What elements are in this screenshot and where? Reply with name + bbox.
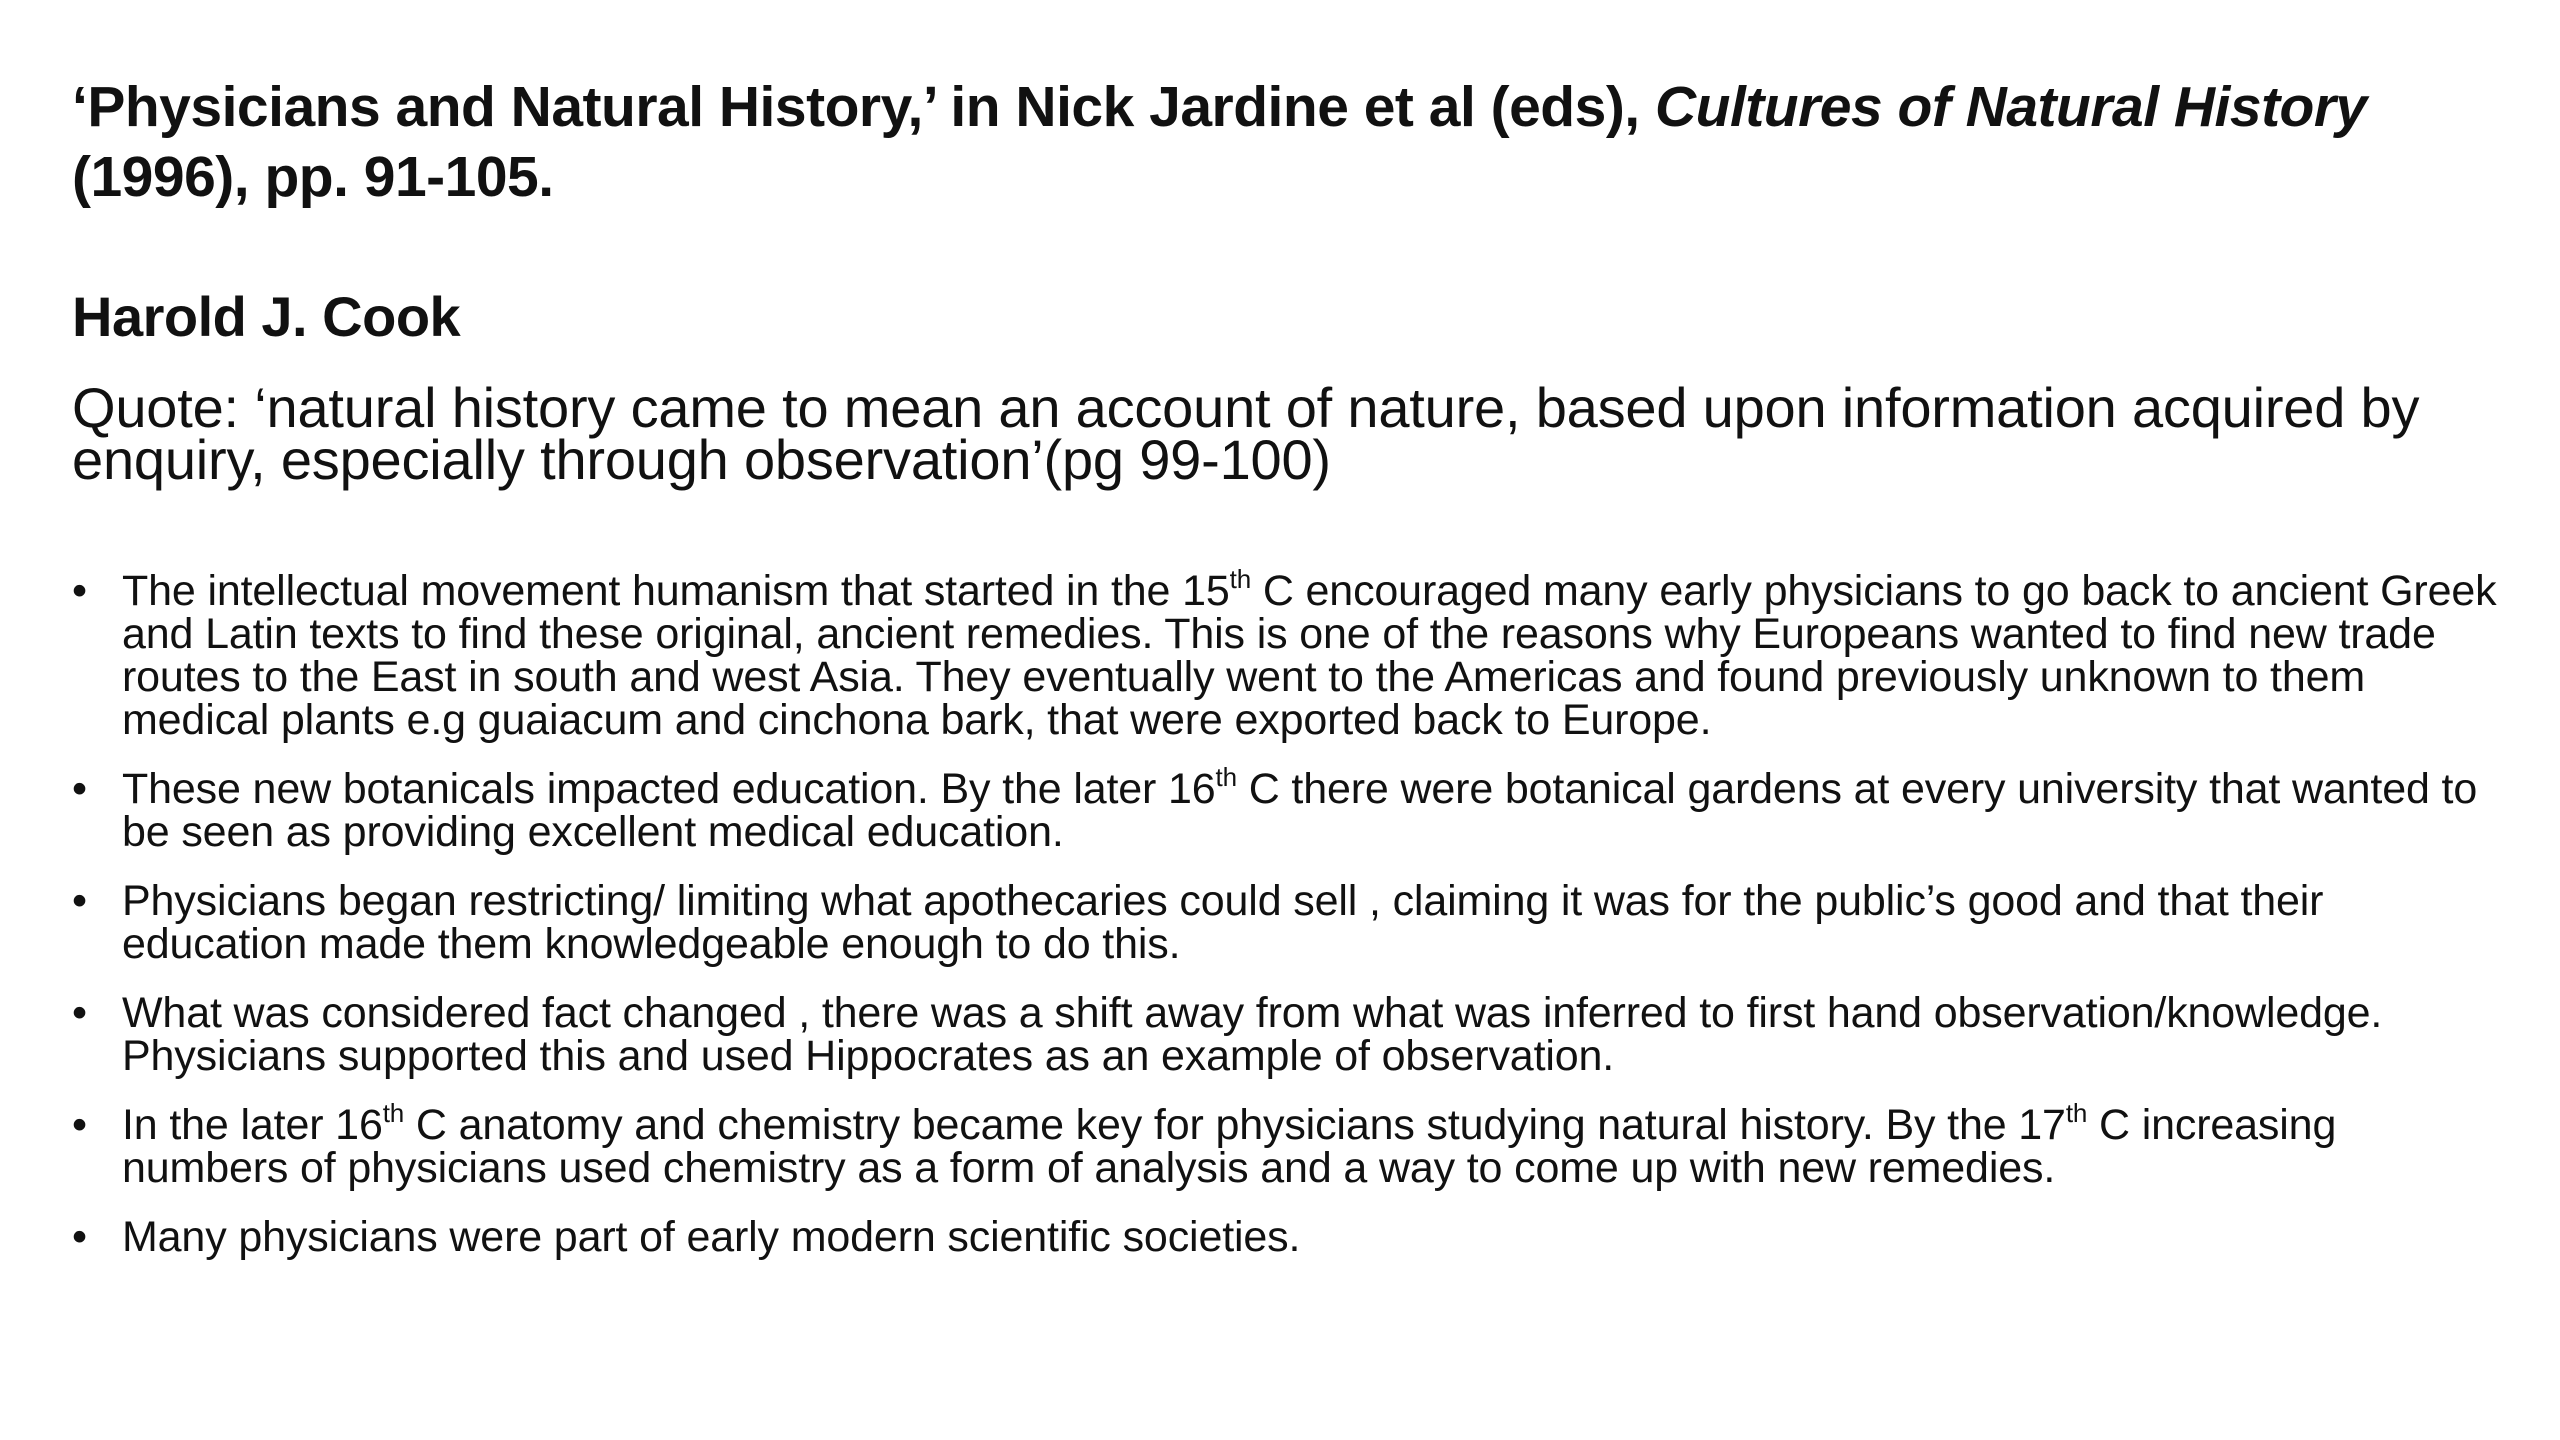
bullet-text: C encouraged many early physicians to go back to ancient Greek and Latin texts to find these original, ancient remedies. This is one of the reasons why Europeans wanted to find new trade routes to the East in south and west Asia. They eventually went to the Americas and found previously unknown to them medical plants e.g guaiacum and cinchona bark, that were exported back to Europe. [122, 567, 2497, 744]
bullet-item [72, 563, 2512, 744]
bullet-item [72, 1213, 2512, 1261]
reference-book-title: Cultures of Natural History [1654, 75, 2367, 139]
bullet-item [72, 761, 2512, 856]
bullet-text: Physicians began restricting/ limiting what apothecaries could sell , claiming it was for the public’s good and that their education made them knowledgeable enough to do this. [122, 877, 2324, 968]
quote-text: Quote: ‘natural history came to mean an account of nature, based upon information acquired by enquiry, especially through observation’(pg 99-100) [72, 376, 2420, 491]
reference-title [72, 72, 2472, 212]
bullet-text: In the later 16 [122, 1101, 383, 1149]
bullet-text: C there were botanical gardens at every university that wanted to be seen as providing excellent medical education. [122, 765, 2478, 856]
bullet-icon: • [72, 765, 87, 813]
bullet-text: C anatomy and chemistry became key for physicians studying natural history. By the 17 [404, 1101, 2066, 1149]
ordinal-suffix: th [382, 1097, 405, 1128]
bullet-icon: • [72, 989, 87, 1037]
ordinal-suffix: th [2065, 1097, 2088, 1128]
bullet-text: C increasing numbers of physicians used chemistry as a form of analysis and a way to come up with new remedies. [122, 1101, 2337, 1192]
bullet-text: These new botanicals impacted education. By the later 16 [122, 765, 1216, 813]
author-name: Harold J. Cook [72, 285, 461, 348]
bullet-text: Many physicians were part of early modern scientific societies. [122, 1213, 1301, 1261]
bullet-text: What was considered fact changed , there was a shift away from what was inferred to first hand observation/knowledge. Physicians supported this and used Hippocrates as an example of observation. [122, 989, 2383, 1080]
bullet-icon: • [72, 567, 87, 615]
reference-pages: (1996), pp. 91-105. [72, 145, 554, 209]
ordinal-suffix: th [1229, 563, 1252, 594]
bullet-item [72, 877, 2512, 968]
bullet-icon: • [72, 1101, 87, 1149]
reference-title-text: ‘Physicians and Natural History,’ in Nick Jardine et al (eds), [72, 75, 1655, 139]
bullet-item [72, 989, 2512, 1080]
bullet-list [72, 563, 2512, 1285]
bullet-icon: • [72, 877, 87, 925]
bullet-text: The intellectual movement humanism that started in the 15 [122, 567, 1230, 615]
bullet-icon: • [72, 1213, 87, 1261]
ordinal-suffix: th [1215, 761, 1237, 792]
bullet-item [72, 1097, 2512, 1192]
